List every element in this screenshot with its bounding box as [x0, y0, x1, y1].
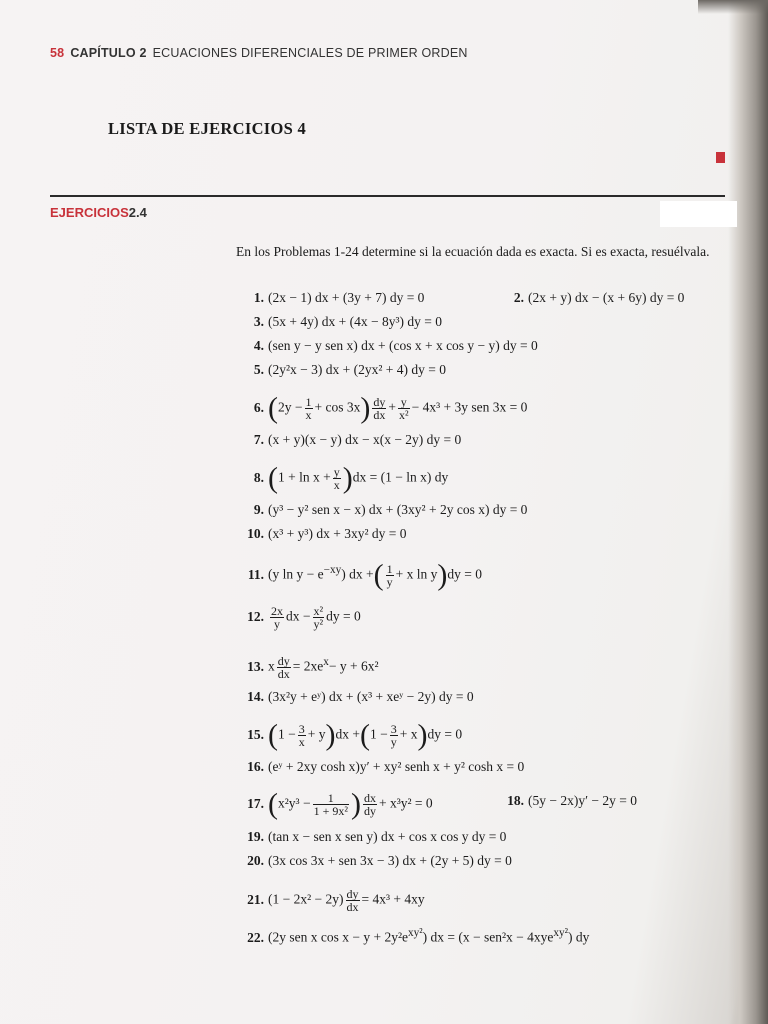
problem-11	[236, 558, 482, 592]
equation: (sen y − y sen x) dx + (cos x + x cos y − y) dy = 0	[268, 338, 538, 353]
problem-21	[236, 888, 425, 913]
equation: (3x cos 3x + sen 3x − 3) dx + (2y + 5) dy = 0	[268, 853, 512, 868]
fraction	[390, 723, 398, 748]
fraction	[363, 792, 377, 817]
problem-number: 17.	[247, 795, 264, 811]
numerator: 3	[390, 722, 397, 736]
problem-4	[236, 337, 538, 355]
term: − y + 6x²	[328, 658, 379, 674]
problem-number: 21.	[247, 891, 264, 907]
problem-16	[236, 758, 524, 776]
denominator: y²	[313, 617, 324, 631]
paren-open: (	[268, 718, 278, 752]
term: x	[268, 658, 275, 674]
fraction	[305, 396, 313, 421]
fraction	[298, 723, 306, 748]
problem-number: 15.	[247, 726, 264, 742]
fraction	[313, 792, 349, 817]
term: 1 −	[370, 726, 388, 742]
page-number: 58	[50, 46, 65, 60]
term: ) dy	[568, 929, 590, 945]
problem-8	[236, 461, 449, 495]
exponent: x	[323, 656, 329, 668]
term: dy = 0	[427, 726, 463, 742]
problem-13	[236, 653, 379, 680]
problem-7	[236, 431, 461, 449]
problem-17	[236, 787, 433, 821]
term: x²y³ −	[278, 795, 311, 811]
paren-open: (	[268, 787, 278, 821]
paren-close: )	[360, 391, 371, 425]
problem-12	[236, 605, 361, 630]
problem-number: 10.	[247, 526, 264, 541]
equation: (2x + y) dx − (x + 6y) dy = 0	[528, 290, 685, 305]
red-margin-marker	[716, 152, 725, 163]
equation: (x + y)(x − y) dx − x(x − 2y) dy = 0	[268, 432, 462, 447]
equation: (tan x − sen x sen y) dx + cos x cos y dy = 0	[268, 829, 507, 844]
term: (y ln y − e	[268, 566, 324, 582]
problem-14	[236, 688, 474, 706]
problem-number: 13.	[247, 658, 264, 674]
paren-open: (	[360, 718, 370, 752]
denominator: y	[390, 735, 397, 749]
term: ) dx = (x − sen²x − 4xye	[422, 929, 554, 945]
problem-number: 12.	[247, 608, 264, 624]
denominator: dx	[373, 408, 386, 422]
problem-number: 8.	[253, 469, 264, 485]
problem-number: 6.	[253, 399, 264, 415]
section-number: 2.4	[128, 205, 147, 220]
problem-number: 18.	[507, 793, 524, 808]
numerator: dy	[346, 887, 359, 901]
problem-number: 11.	[247, 566, 264, 582]
denominator: dx	[346, 900, 359, 914]
equation: (3x²y + eʸ) dx + (x³ + xeʸ − 2y) dy = 0	[268, 689, 474, 704]
equation: (y³ − y² sen x − x) dx + (3xy² + 2y cos x) dy = 0	[268, 502, 528, 517]
white-label-patch	[660, 201, 737, 227]
paren-open: (	[268, 461, 278, 495]
problem-number: 3.	[253, 314, 264, 329]
term: = 2xe	[292, 658, 324, 674]
paren-close: )	[417, 718, 428, 752]
fraction	[386, 563, 394, 588]
problem-18	[502, 792, 637, 810]
denominator: y	[386, 574, 393, 589]
problem-1	[236, 289, 424, 307]
term: 2y −	[278, 399, 303, 415]
paren-close: )	[437, 558, 448, 592]
problem-3	[236, 313, 442, 331]
paren-close: )	[350, 787, 361, 821]
equation: (2y²x − 3) dx + (2yx² + 4) dy = 0	[268, 362, 447, 377]
equation: (x³ + y³) dx + 3xy² dy = 0	[268, 526, 407, 541]
equation: (2x − 1) dx + (3y + 7) dy = 0	[268, 290, 425, 305]
denominator: x	[305, 408, 312, 422]
term: dx −	[286, 608, 311, 624]
term: + x	[399, 726, 418, 742]
problem-number: 14.	[247, 689, 264, 704]
equation: (5x + 4y) dx + (4x − 8y³) dy = 0	[268, 314, 442, 329]
term: ) dx +	[341, 566, 374, 582]
section-label-text: EJERCICIOS	[50, 205, 129, 220]
equation: (eʸ + 2xy cosh x)y′ + xy² senh x + y² cosh x = 0	[268, 759, 525, 774]
section-rule	[50, 195, 725, 197]
paren-close: )	[325, 718, 336, 752]
problem-number: 2.	[513, 290, 524, 305]
numerator: x²	[313, 604, 324, 618]
problem-number: 5.	[253, 362, 264, 377]
term: 1 −	[278, 726, 296, 742]
numerator: 3	[298, 722, 305, 736]
page-edge-shadow	[728, 0, 768, 1024]
numerator: dx	[363, 791, 376, 805]
problem-22	[236, 924, 589, 947]
problem-20	[236, 852, 512, 870]
term: + y	[307, 726, 326, 742]
exponent: xy²	[408, 927, 423, 939]
problem-number: 20.	[247, 853, 264, 868]
problem-15	[236, 718, 463, 752]
section-label	[50, 205, 147, 220]
exponent: −xy	[323, 564, 342, 576]
problem-number: 7.	[253, 432, 264, 447]
denominator: y	[274, 617, 280, 631]
chapter-label: CAPÍTULO 2	[70, 46, 147, 60]
numerator: y	[333, 465, 340, 479]
problem-9	[236, 501, 527, 519]
numerator: 2x	[271, 604, 283, 618]
fraction	[333, 466, 341, 491]
problem-6	[236, 391, 528, 425]
term: dy = 0	[447, 566, 482, 582]
denominator: dy	[363, 804, 376, 818]
problem-number: 22.	[247, 929, 264, 945]
numerator: 1	[386, 561, 393, 576]
fraction	[398, 396, 410, 421]
term: (2y sen x cos x − y + 2y²e	[268, 929, 409, 945]
paren-open: (	[268, 391, 278, 425]
numerator: 1	[313, 792, 349, 805]
problem-number: 9.	[253, 502, 264, 517]
exponent: xy²	[553, 927, 569, 939]
term: + cos 3x	[314, 399, 361, 415]
problem-5	[236, 361, 446, 379]
term: 1 + ln x +	[278, 469, 331, 485]
term: + x³y² = 0	[378, 795, 433, 811]
term: + x ln y	[395, 566, 438, 582]
list-title: LISTA DE EJERCICIOS 4	[108, 119, 307, 138]
denominator: 1 + 9x²	[313, 804, 348, 818]
problem-10	[236, 525, 406, 543]
fraction	[277, 655, 291, 680]
term: (1 − 2x² − 2y)	[268, 891, 344, 907]
term: dx = (1 − ln x) dy	[352, 469, 449, 485]
problem-number: 16.	[247, 759, 264, 774]
page-corner-shadow	[698, 0, 768, 14]
equation: (5y − 2x)y′ − 2y = 0	[528, 793, 638, 808]
term: +	[388, 399, 396, 415]
problem-number: 4.	[253, 338, 264, 353]
denominator: x²	[398, 408, 409, 422]
denominator: x	[333, 478, 340, 492]
paren-open: (	[373, 558, 384, 592]
problem-number: 19.	[247, 829, 264, 844]
term: dy = 0	[326, 608, 361, 624]
fraction	[346, 888, 360, 913]
term: = 4x³ + 4xy	[361, 891, 425, 907]
numerator: 1	[305, 395, 312, 409]
fraction	[372, 396, 386, 421]
running-head	[50, 46, 468, 60]
instructions: En los Problemas 1-24 determine si la ecuación dada es exacta. Si es exacta, resuélvala.	[236, 244, 710, 259]
denominator: dx	[277, 666, 290, 681]
fraction	[270, 605, 284, 630]
term: dx +	[335, 726, 360, 742]
denominator: x	[298, 735, 305, 749]
numerator: dy	[277, 653, 290, 668]
paren-close: )	[342, 461, 353, 495]
numerator: dy	[373, 395, 386, 409]
fraction	[313, 605, 325, 630]
chapter-title: ECUACIONES DIFERENCIALES DE PRIMER ORDEN	[152, 46, 468, 60]
term: − 4x³ + 3y sen 3x = 0	[411, 399, 528, 415]
problem-19	[236, 828, 506, 846]
numerator: y	[398, 396, 410, 409]
problem-number: 1.	[253, 290, 264, 305]
problem-2	[502, 289, 684, 307]
